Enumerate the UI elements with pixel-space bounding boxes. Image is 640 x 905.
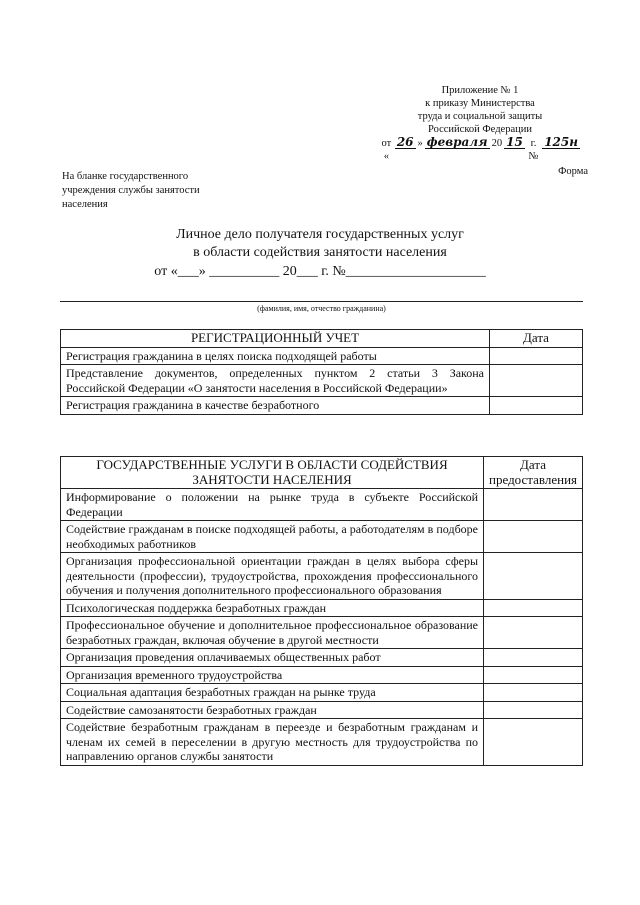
service-row-label: Организация проведения оплачиваемых общественных работ (61, 649, 484, 667)
registration-header: РЕГИСТРАЦИОННЫЙ УЧЕТ (61, 330, 490, 348)
service-row-label: Социальная адаптация безработных граждан на рынке труда (61, 684, 484, 702)
appendix-line-3: труда и социальной защиты (417, 111, 543, 122)
table-row (61, 553, 583, 600)
service-row-label: Содействие самозанятости безработных граждан (61, 701, 484, 719)
registration-row-label: Регистрация гражданина в качестве безработного (61, 397, 490, 415)
registration-row-label: Регистрация гражданина в целях поиска подходящей работы (61, 347, 490, 365)
table-row (61, 649, 583, 667)
table-row (61, 347, 583, 365)
registration-row-label: Представление документов, определенных пунктом 2 статьи 3 Закона Российской Федерации «О занятости населения в Российской Федерации» (61, 365, 490, 397)
service-date-cell (484, 719, 583, 766)
service-date-cell (484, 553, 583, 600)
table-row (61, 365, 583, 397)
table-row (61, 599, 583, 617)
table-row (61, 521, 583, 553)
order-day: 26 (396, 135, 414, 149)
table-row (61, 397, 583, 415)
table-row (61, 701, 583, 719)
table-row (61, 666, 583, 684)
fio-caption: (фамилия, имя, отчество гражданина) (257, 304, 386, 313)
services-table (60, 456, 583, 766)
services-header-row (61, 457, 583, 489)
service-row-label: Организация профессиональной ориентации граждан в целях выбора сферы деятельности (профессии), трудоустройства, прохождения профессионального обучения и получения дополнительного профессионального образования (61, 553, 484, 600)
title-line-2: в области содействия занятости населения (193, 245, 447, 260)
service-date-cell (484, 649, 583, 667)
appendix-line-1: Приложение № 1 (441, 85, 519, 96)
services-header: ГОСУДАРСТВЕННЫЕ УСЛУГИ В ОБЛАСТИ СОДЕЙСТВИЯ ЗАНЯТОСТИ НАСЕЛЕНИЯ (61, 457, 484, 489)
service-row-label: Профессиональное обучение и дополнительное профессиональное образование безработных граждан, включая обучение в другой местности (61, 617, 484, 649)
service-row-label: Содействие гражданам в поиске подходящей работы, а работодателям в подборе необходимых работников (61, 521, 484, 553)
service-row-label: Содействие безработным гражданам в переезде и безработным гражданам и членам их семей в переселении в другую местность для трудоустройства по направлению органов службы занятости (61, 719, 484, 766)
order-quote-close: » (417, 138, 423, 149)
title-line-1: Личное дело получателя государственных услуг (176, 227, 464, 242)
registration-table (60, 329, 583, 415)
service-row-label: Организация временного трудоустройства (61, 666, 484, 684)
order-number: 125н (544, 135, 578, 149)
appendix-block (380, 84, 580, 163)
table-row (61, 684, 583, 702)
registration-date-cell (490, 365, 583, 397)
order-number-label: г. № (528, 138, 539, 162)
document-title (60, 226, 580, 262)
service-date-cell (484, 599, 583, 617)
table-row (61, 489, 583, 521)
registration-date-cell (490, 347, 583, 365)
service-date-cell (484, 684, 583, 702)
table-row (61, 617, 583, 649)
appendix-line-2: к приказу Министерства (425, 98, 535, 109)
service-date-cell (484, 489, 583, 521)
fio-underline (60, 301, 583, 302)
table-row (61, 719, 583, 766)
form-label: Форма (558, 166, 588, 177)
service-date-cell (484, 701, 583, 719)
letterhead-note: На бланке государственного учреждения службы занятости населения (62, 171, 200, 210)
appendix-line-4: Российской Федерации (428, 124, 532, 135)
service-date-cell (484, 666, 583, 684)
order-year: 15 (506, 135, 523, 149)
title-date-line: от «___» __________ 20___ г. №____________________ (154, 264, 486, 279)
order-month: февраля (426, 135, 488, 149)
registration-date-header: Дата (490, 330, 583, 348)
service-row-label: Психологическая поддержка безработных граждан (61, 599, 484, 617)
order-year-prefix: 20 (491, 138, 503, 149)
registration-header-row (61, 330, 583, 348)
service-row-label: Информирование о положении на рынке труда в субъекте Российской Федерации (61, 489, 484, 521)
service-date-cell (484, 521, 583, 553)
order-date-line (380, 136, 580, 163)
registration-date-cell (490, 397, 583, 415)
service-date-cell (484, 617, 583, 649)
services-date-header: Дата предоставления (484, 457, 583, 489)
order-from-label: от « (381, 138, 392, 162)
